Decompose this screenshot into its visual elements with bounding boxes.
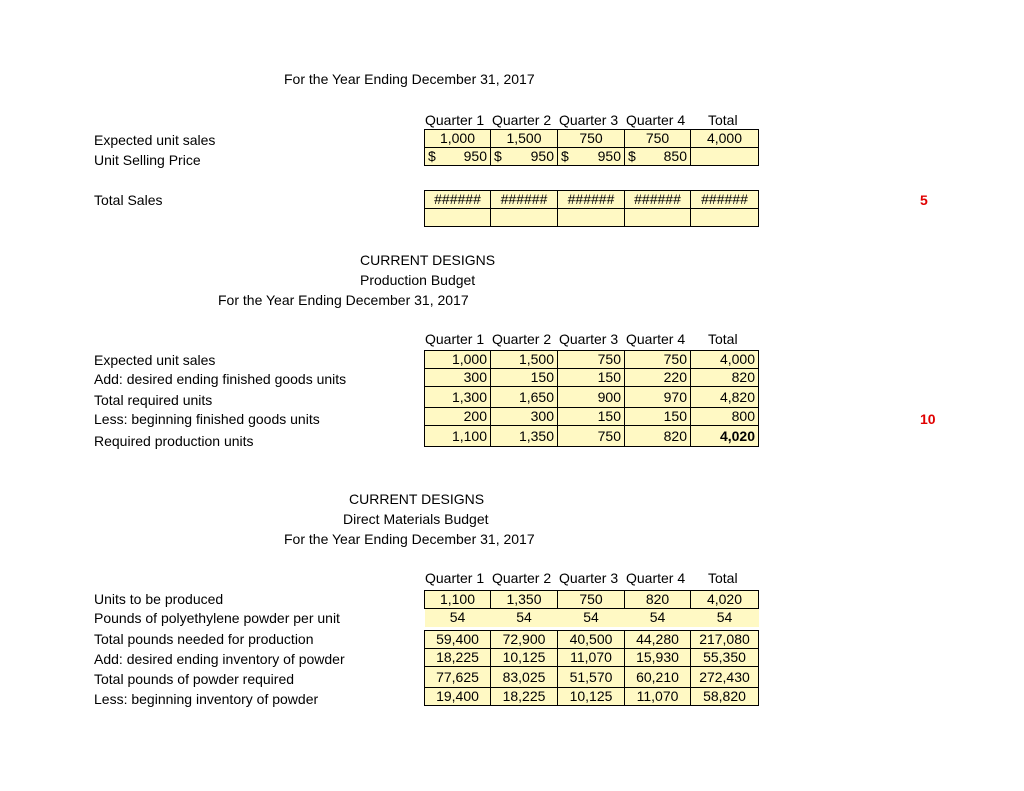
col-header-q2: Quarter 2 <box>492 570 552 586</box>
table-row <box>425 591 759 609</box>
table-cell[interactable]: 4,020 <box>691 591 759 609</box>
table-cell[interactable]: 54 <box>625 609 691 627</box>
col-header-q1: Quarter 1 <box>425 112 485 128</box>
table-cell[interactable]: 77,625 <box>425 667 491 688</box>
col-header-q3: Quarter 3 <box>559 112 619 128</box>
table-row <box>425 369 759 387</box>
row-label: Add: desired ending inventory of powder <box>94 651 345 667</box>
cell-expected-q1[interactable]: 1,000 <box>425 130 491 148</box>
table-cell[interactable]: 900 <box>558 387 625 408</box>
cell-expected-q2[interactable]: 1,500 <box>491 130 558 148</box>
col-header-total: Total <box>708 331 738 347</box>
cell-price-q4[interactable]: $ 850 <box>625 148 691 166</box>
row-label: Less: beginning finished goods units <box>94 411 320 427</box>
table-row <box>425 209 759 227</box>
table-row <box>425 649 759 667</box>
table-cell[interactable]: 217,080 <box>691 631 759 649</box>
table-cell[interactable]: 11,070 <box>558 649 625 667</box>
row-label: Units to be produced <box>94 591 224 607</box>
table-cell[interactable]: 750 <box>558 426 625 447</box>
table-cell[interactable]: 820 <box>625 426 691 447</box>
table-cell[interactable]: 19,400 <box>425 688 491 706</box>
table-cell[interactable]: 40,500 <box>558 631 625 649</box>
cell-total-sales-q4[interactable]: ###### <box>625 191 691 209</box>
table-cell[interactable]: 300 <box>425 369 491 387</box>
table-cell[interactable]: 58,820 <box>691 688 759 706</box>
table-cell[interactable]: 1,650 <box>491 387 558 408</box>
currency-symbol: $ <box>628 148 636 164</box>
table-cell[interactable]: 4,820 <box>691 387 759 408</box>
row-label-expected-unit-sales: Expected unit sales <box>94 132 216 148</box>
col-header-q3: Quarter 3 <box>559 570 619 586</box>
row-label-unit-selling-price: Unit Selling Price <box>94 152 201 168</box>
col-header-q2: Quarter 2 <box>492 112 552 128</box>
table-cell[interactable]: 54 <box>558 609 625 627</box>
table-cell[interactable]: 54 <box>691 609 759 627</box>
table-row <box>425 148 759 166</box>
materials-title: Direct Materials Budget <box>343 511 489 527</box>
table-cell[interactable]: 59,400 <box>425 631 491 649</box>
table-cell[interactable]: 272,430 <box>691 667 759 688</box>
table-cell[interactable]: 970 <box>625 387 691 408</box>
table-cell[interactable]: 55,350 <box>691 649 759 667</box>
table-row <box>425 688 759 706</box>
table-row <box>425 609 759 627</box>
row-label: Less: beginning inventory of powder <box>94 691 319 707</box>
cell-total-sales-q1[interactable]: ###### <box>425 191 491 209</box>
table-cell[interactable]: 54 <box>491 609 558 627</box>
col-header-q4: Quarter 4 <box>626 112 686 128</box>
table-row <box>425 667 759 688</box>
cell-price-q1[interactable]: $ 950 <box>425 148 491 166</box>
cell-empty[interactable] <box>558 209 625 227</box>
table-cell[interactable]: 300 <box>491 408 558 426</box>
total-sales-table <box>424 190 759 227</box>
production-period: For the Year Ending December 31, 2017 <box>218 292 469 308</box>
table-cell[interactable]: 220 <box>625 369 691 387</box>
table-cell[interactable]: 4,000 <box>691 351 759 369</box>
currency-symbol: $ <box>494 148 502 164</box>
table-cell[interactable]: 200 <box>425 408 491 426</box>
row-label: Total pounds of powder required <box>94 671 295 687</box>
cell-total-sales-q3[interactable]: ###### <box>558 191 625 209</box>
table-cell[interactable]: 1,350 <box>491 426 558 447</box>
table-cell[interactable]: 60,210 <box>625 667 691 688</box>
table-row <box>425 387 759 408</box>
points-marker-sales: 5 <box>920 192 928 208</box>
table-cell[interactable]: 150 <box>625 408 691 426</box>
table-cell[interactable]: 4,020 <box>691 426 759 447</box>
table-cell[interactable]: 83,025 <box>491 667 558 688</box>
table-row <box>425 130 759 148</box>
table-cell[interactable]: 800 <box>691 408 759 426</box>
table-cell[interactable]: 820 <box>691 369 759 387</box>
col-header-total: Total <box>708 570 738 586</box>
cell-empty[interactable] <box>425 209 491 227</box>
table-cell[interactable]: 820 <box>625 591 691 609</box>
materials-period: For the Year Ending December 31, 2017 <box>284 531 535 547</box>
row-label: Total pounds needed for production <box>94 631 314 647</box>
materials-company: CURRENT DESIGNS <box>349 491 485 507</box>
table-cell[interactable]: 150 <box>491 369 558 387</box>
col-header-q1: Quarter 1 <box>425 570 485 586</box>
cell-expected-q3[interactable]: 750 <box>558 130 625 148</box>
table-cell[interactable]: 10,125 <box>558 688 625 706</box>
row-label-total-sales: Total Sales <box>94 192 163 208</box>
table-row <box>425 408 759 426</box>
table-cell[interactable]: 750 <box>625 351 691 369</box>
cell-empty[interactable] <box>691 209 759 227</box>
materials-pounds-table <box>424 630 759 706</box>
col-header-q2: Quarter 2 <box>492 331 552 347</box>
cell-total-sales-q2[interactable]: ###### <box>491 191 558 209</box>
table-cell[interactable]: 51,570 <box>558 667 625 688</box>
table-cell[interactable]: 1,350 <box>491 591 558 609</box>
cell-price-total[interactable] <box>691 148 759 166</box>
table-cell[interactable]: 1,500 <box>491 351 558 369</box>
cell-total-sales-total[interactable]: ###### <box>691 191 759 209</box>
production-title: Production Budget <box>360 272 476 288</box>
sales-budget-period: For the Year Ending December 31, 2017 <box>284 71 535 87</box>
row-label: Total required units <box>94 392 213 408</box>
col-header-q1: Quarter 1 <box>425 331 485 347</box>
currency-symbol: $ <box>561 148 569 164</box>
cell-expected-q4[interactable]: 750 <box>625 130 691 148</box>
sales-input-table <box>424 129 759 166</box>
currency-symbol: $ <box>428 148 436 164</box>
table-row <box>425 351 759 369</box>
table-row <box>425 631 759 649</box>
col-header-q3: Quarter 3 <box>559 331 619 347</box>
production-company: CURRENT DESIGNS <box>360 252 496 268</box>
table-cell[interactable]: 750 <box>558 351 625 369</box>
table-cell[interactable]: 1,100 <box>425 591 491 609</box>
table-cell[interactable]: 10,125 <box>491 649 558 667</box>
table-cell[interactable]: 1,300 <box>425 387 491 408</box>
table-cell[interactable]: 750 <box>558 591 625 609</box>
row-label: Pounds of polyethylene powder per unit <box>94 610 340 626</box>
row-label: Add: desired ending finished goods units <box>94 371 347 387</box>
table-cell[interactable]: 1,100 <box>425 426 491 447</box>
table-row <box>425 191 759 209</box>
table-cell[interactable]: 150 <box>558 408 625 426</box>
materials-units-table <box>424 590 759 627</box>
table-cell[interactable]: 1,000 <box>425 351 491 369</box>
points-marker-production: 10 <box>920 411 936 427</box>
cell-empty[interactable] <box>491 209 558 227</box>
col-header-q4: Quarter 4 <box>626 331 686 347</box>
col-header-q4: Quarter 4 <box>626 570 686 586</box>
col-header-total: Total <box>708 112 738 128</box>
table-cell[interactable]: 44,280 <box>625 631 691 649</box>
cell-expected-total[interactable]: 4,000 <box>691 130 759 148</box>
cell-price-q2[interactable]: $ 950 <box>491 148 558 166</box>
table-cell[interactable]: 18,225 <box>491 688 558 706</box>
table-cell[interactable]: 11,070 <box>625 688 691 706</box>
row-label: Expected unit sales <box>94 352 216 368</box>
table-cell[interactable]: 18,225 <box>425 649 491 667</box>
cell-empty[interactable] <box>625 209 691 227</box>
table-cell[interactable]: 15,930 <box>625 649 691 667</box>
row-label: Required production units <box>94 433 254 449</box>
cell-price-q3[interactable]: $ 950 <box>558 148 625 166</box>
production-budget-table <box>424 350 759 447</box>
table-cell[interactable]: 72,900 <box>491 631 558 649</box>
table-cell[interactable]: 54 <box>425 609 491 627</box>
table-cell[interactable]: 150 <box>558 369 625 387</box>
table-row <box>425 426 759 447</box>
